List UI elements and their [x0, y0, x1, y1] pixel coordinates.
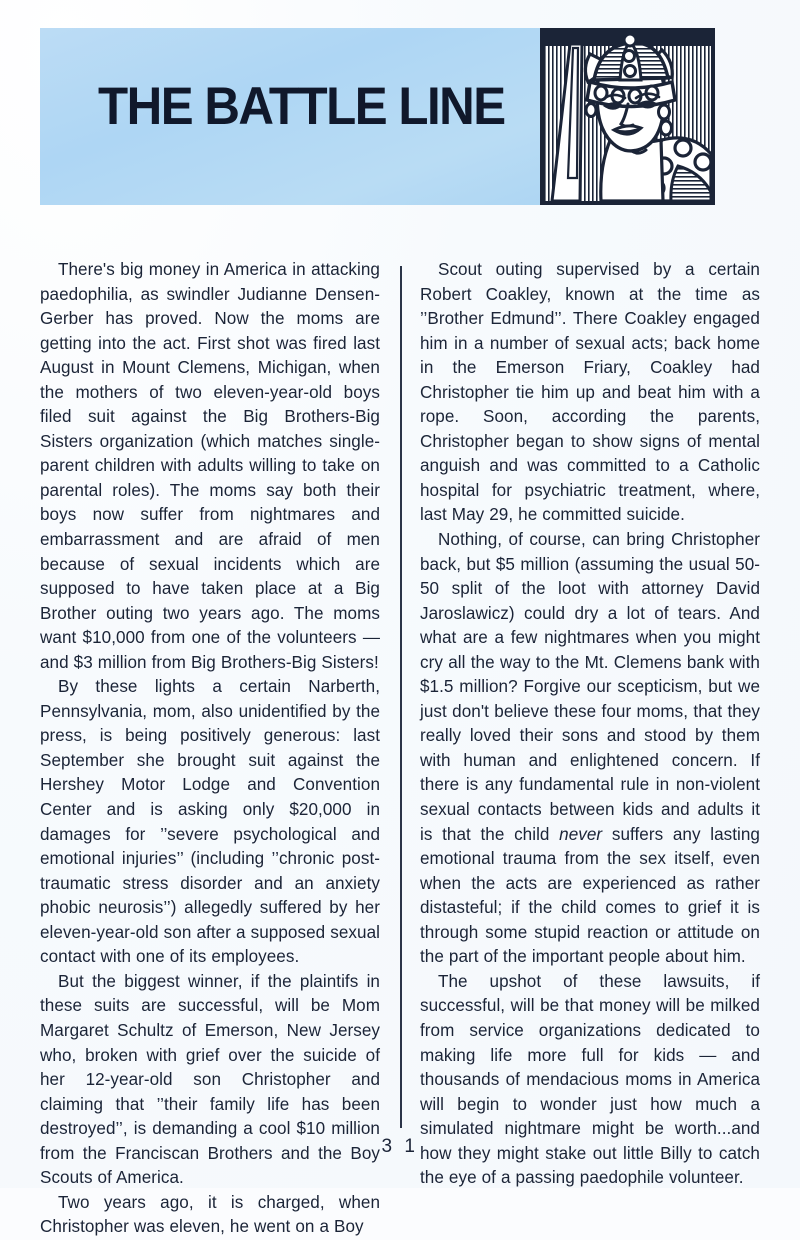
page-title: THE BATTLE LINE	[98, 77, 505, 136]
column-right	[420, 258, 760, 1240]
emphasis-never: never	[559, 824, 603, 844]
woodcut-warrior-illustration	[540, 28, 715, 205]
column-left	[40, 258, 380, 1240]
paragraph: Nothing, of course, can bring Christopher back, but $5 million (assuming the usual 50-50 split of the loot with attorney David Jaroslawicz) could dry a lot of tears. And what are a few nightmares when you might cry all the way to the Mt. Clemens bank with $1.5 million? Forgive our scepticism, but we just don't believe these four moms, that they really loved their sons and stood by them with human and enlightened concern. If there is any fundamental rule in non-violent sexual contacts between kids and adults it is that the child never suffers any lasting emotional trauma from the sex itself, even when the acts are experienced as rather distasteful; if the child comes to grief it is through some stupid reaction or attitude on the part of the important people about him.	[420, 530, 760, 967]
paragraph: By these lights a certain Narberth, Pennsylvania, mom, also unidentified by the press, is being positively generous: last September she brought suit against the Hershey Motor Lodge and Convention Center and is asking only $20,000 in damages for ’’severe psychological and emotional injuries’’ (including ’’chronic post-traumatic stress disorder and an anxiety phobic neurosis’’) allegedly suffered by her eleven-year-old son after a supposed sexual contact with one of its employees.	[40, 677, 380, 967]
paragraph: Scout outing supervised by a certain Robert Coakley, known at the time as ’’Brother Edmund’’. There Coakley engaged him in a number of sexual acts; back home in the Emerson Friary, Coakley had Christopher tie him up and beat him with a rope. Soon, according the parents, Christopher began to show signs of mental anguish and was committed to a Catholic hospital for psychiatric treatment, where, last May 29, he committed suicide.	[420, 260, 760, 525]
paragraph: Two years ago, it is charged, when Christopher was eleven, he went on a Boy	[40, 1192, 380, 1237]
paragraph: But the biggest winner, if the plaintifs in these suits are successful, will be Mom Margaret Schultz of Emerson, New Jersey who, broken with grief over the suicide of her 12-year-old son Christopher and claiming that ’’their family life has been destroyed’’, is demanding a cool $10 million from the Franciscan Brothers and the Boy Scouts of America.	[40, 971, 380, 1188]
paragraph: There's big money in America in attacking paedophilia, as swindler Judianne Densen-Gerber has proved. Now the moms are getting into the act. First shot was fired last August in Mount Clemens, Michigan, when the mothers of two eleven-year-old boys filed suit against the Big Brothers-Big Sisters organization (which matches single-parent children with adults willing to take on parental roles). The moms say both their boys now suffer from nightmares and embarrassment and are afraid of men because of sexual incidents which are supposed to have taken place at a Big Brother outing two years ago. The moms want $10,000 from one of the volunteers — and $3 million from Big Brothers-Big Sisters!	[40, 260, 380, 672]
paragraph: The upshot of these lawsuits, if successful, will be that money will be milked from service organizations dedicated to making life more full for kids — and thousands of mendacious moms in America will begin to wonder just how much a simulated nightmare might be worth...and how they might stake out little Billy to catch the eye of a passing paedophile volunteer.	[420, 971, 760, 1188]
masthead	[40, 28, 715, 205]
article-body	[40, 258, 760, 1240]
page-number: 3 1	[381, 1136, 419, 1157]
